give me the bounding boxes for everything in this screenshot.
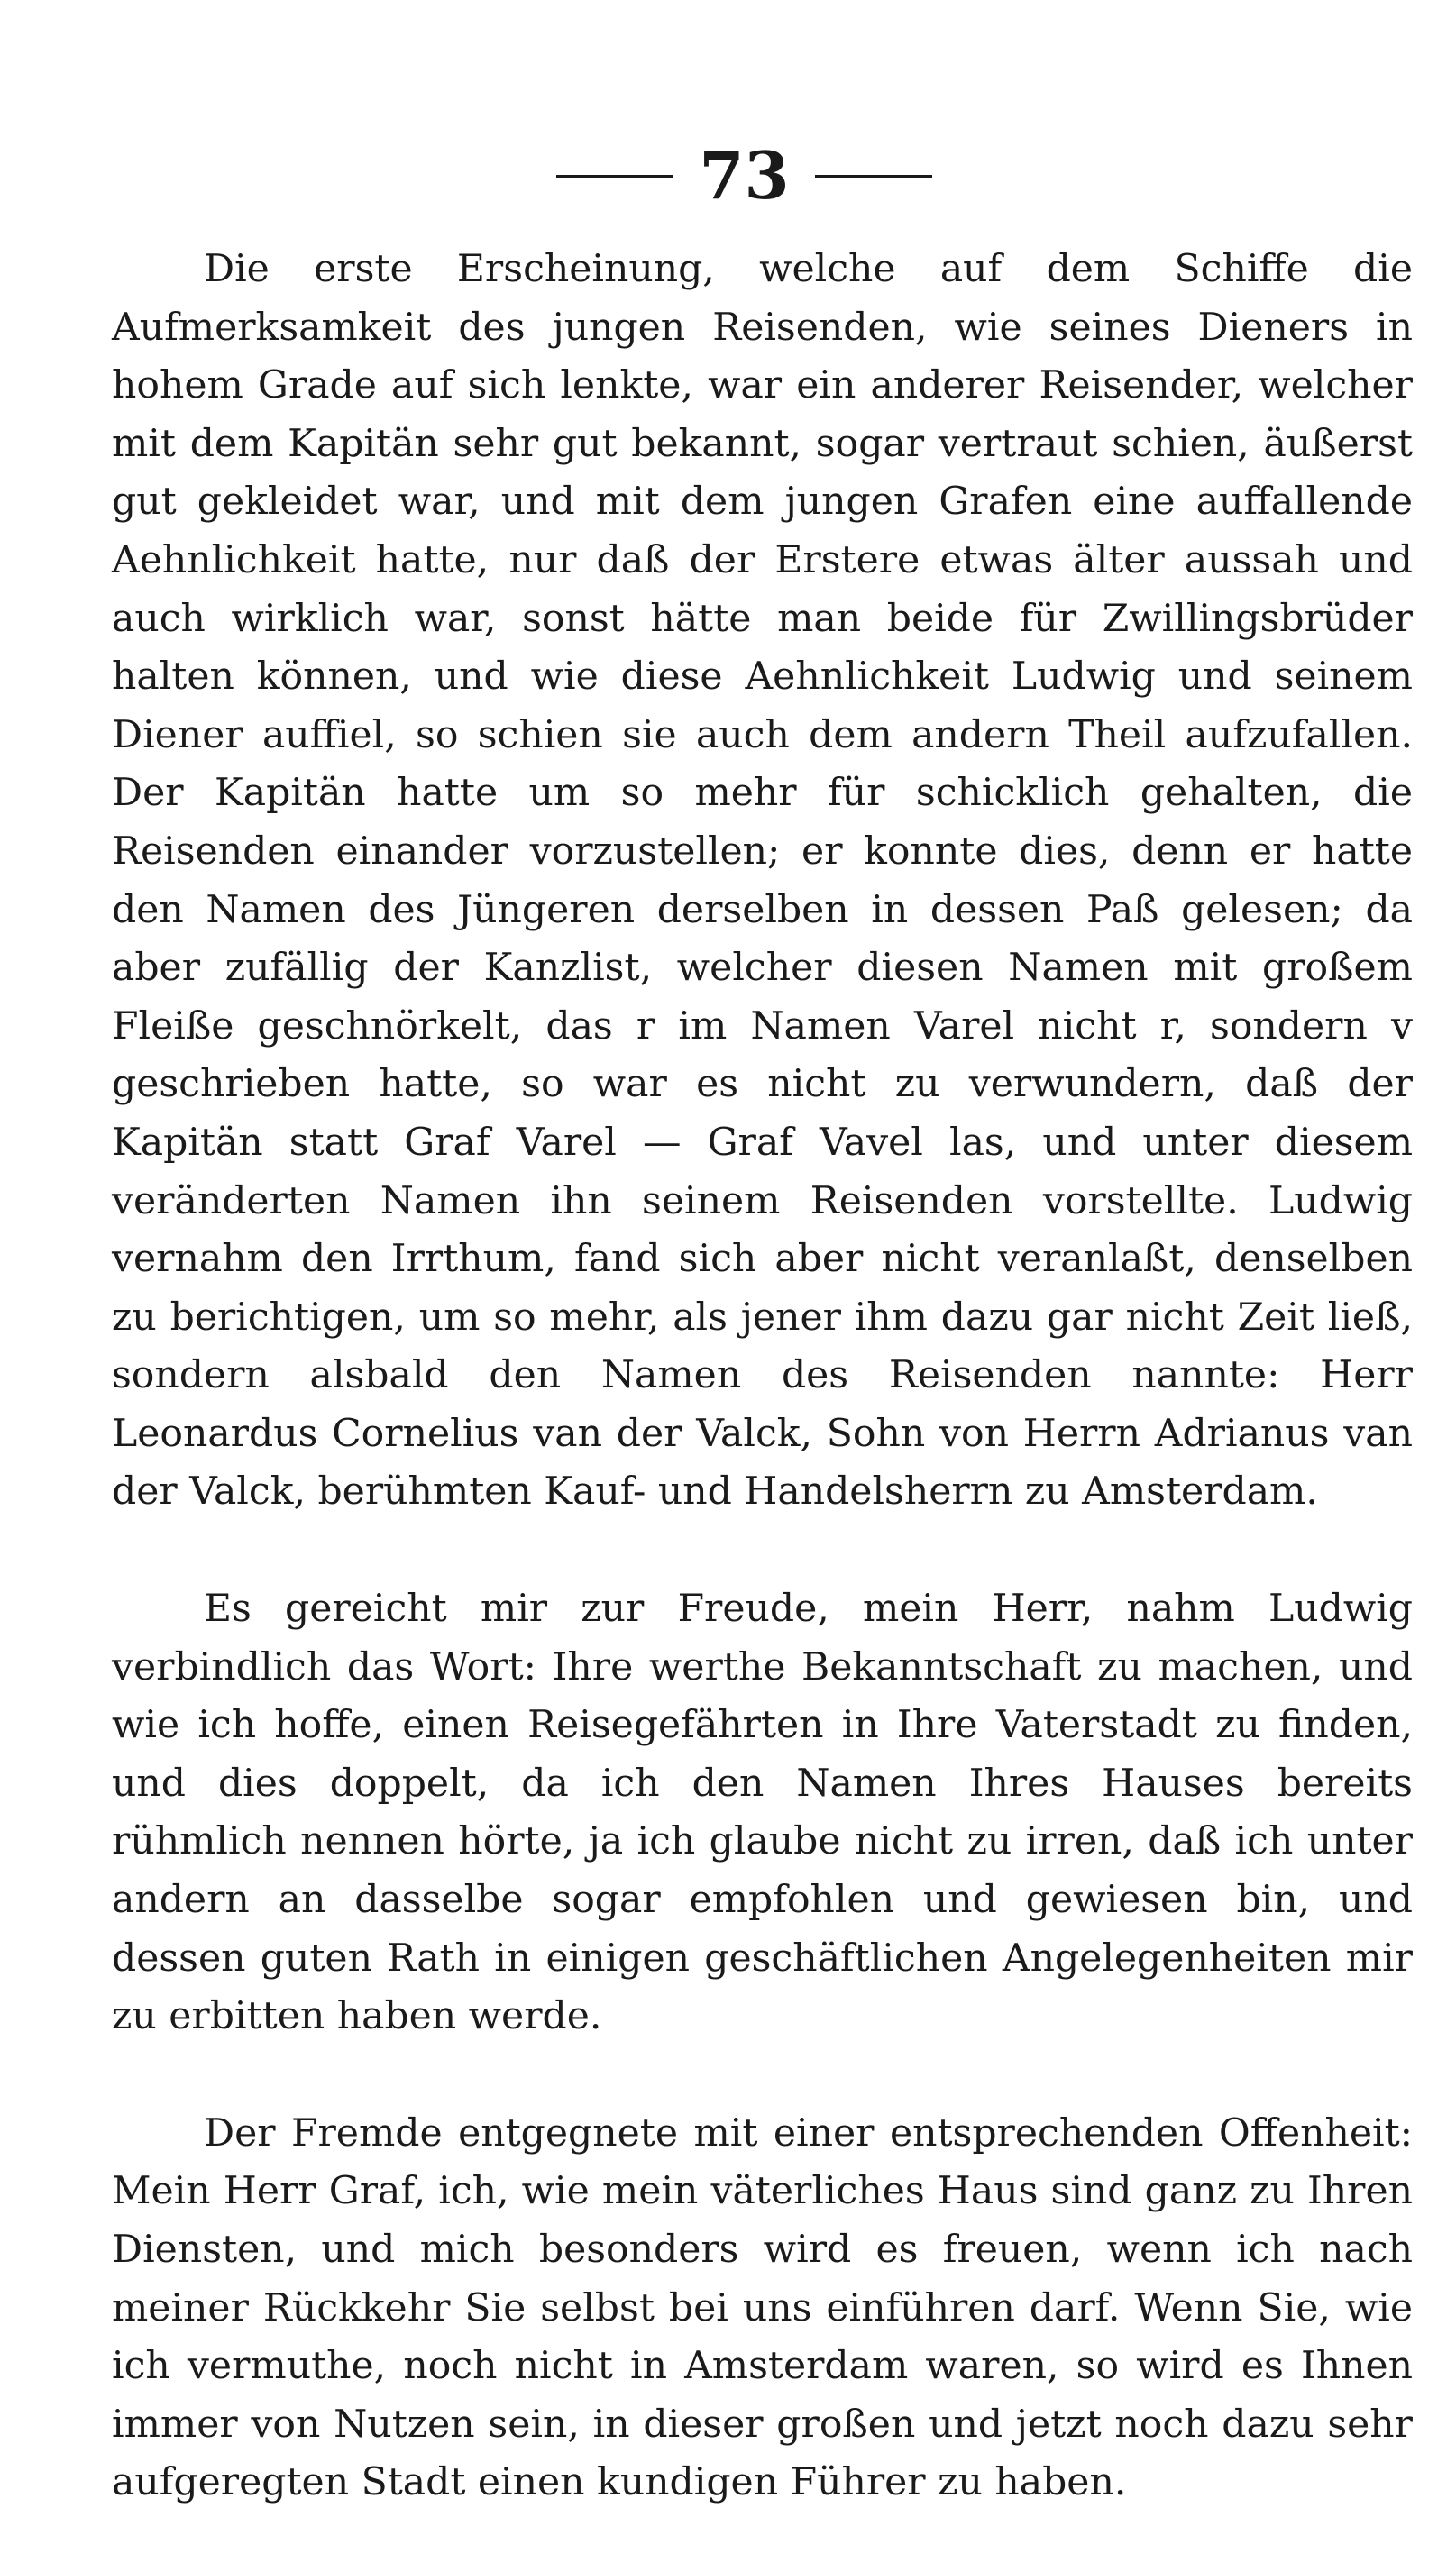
page-header [112, 131, 1413, 221]
header-rule-left [556, 175, 673, 178]
paragraph-2: Es gereicht mir zur Freude, mein Herr, nahm Ludwig verbindlich das Wort: Ihre werthe Bekanntschaft zu machen, und wie ich hoffe, einen Reisegefährten in Ihre Vaterstadt zu finden, und dies doppelt, da ich den Namen Ihres Hauses bereits rühmlich nennen hörte, ja ich glaube nicht zu irren, daß ich unter andern an dasselbe sogar empfohlen und gewiesen bin, und dessen guten Rath in einigen geschäftlichen Angelegenheiten mir zu erbitten haben werde. [112, 1587, 1413, 2039]
header-rule-right [815, 175, 932, 178]
paragraph-3: Der Fremde entgegnete mit einer entsprechenden Offenheit: Mein Herr Graf, ich, wie mein väterliches Haus sind ganz zu Ihren Diensten, und mich besonders wird es freuen, wenn ich nach meiner Rückkehr Sie selbst bei uns einführen darf. Wenn Sie, wie ich vermuthe, noch nicht in Amsterdam waren, so wird es Ihnen immer von Nutzen sein, in dieser großen und jetzt noch dazu sehr aufgeregten Stadt einen kundigen Führer zu haben. [112, 2110, 1413, 2505]
page-number: 73 [699, 137, 790, 214]
paragraph-1: Die erste Erscheinung, welche auf dem Schiffe die Aufmerksamkeit des jungen Reisenden, wie seines Dieners in hohem Grade auf sich lenkte, war ein anderer Reisender, welcher mit dem Kapitän sehr gut bekannt, sogar vertraut schien, äußerst gut gekleidet war, und mit dem jungen Grafen eine auffallende Aehnlichkeit hatte, nur daß der Erstere etwas älter aussah und auch wirklich war, sonst hätte man beide für Zwillingsbrüder halten können, und wie diese Aehnlichkeit Ludwig und seinem Diener auffiel, so schien sie auch dem andern Theil aufzufallen. Der Kapitän hatte um so mehr für schicklich gehalten, die Reisenden einander vorzustellen; er konnte dies, denn er hatte den Namen des Jüngeren derselben in dessen Paß gelesen; da aber zufällig der Kanzlist, welcher diesen Namen mit großem Fleiße geschnörkelt, das r im Namen Varel nicht r, sondern v geschrieben hatte, so war es nicht zu verwundern, daß der Kapitän statt Graf Varel — Graf Vavel las, und unter diesem veränderten Namen ihn seinem Reisenden vorstellte. Ludwig vernahm den Irrthum, fand sich aber nicht veranlaßt, denselben zu berichtigen, um so mehr, als jener ihm dazu gar nicht Zeit ließ, sondern alsbald den Namen des Reisenden nannte: Herr Leonardus Cornelius van der Valck, Sohn von Herrn Adrianus van der Valck, berühmten Kauf- und Handelsherrn zu Amsterdam. [112, 247, 1413, 1515]
